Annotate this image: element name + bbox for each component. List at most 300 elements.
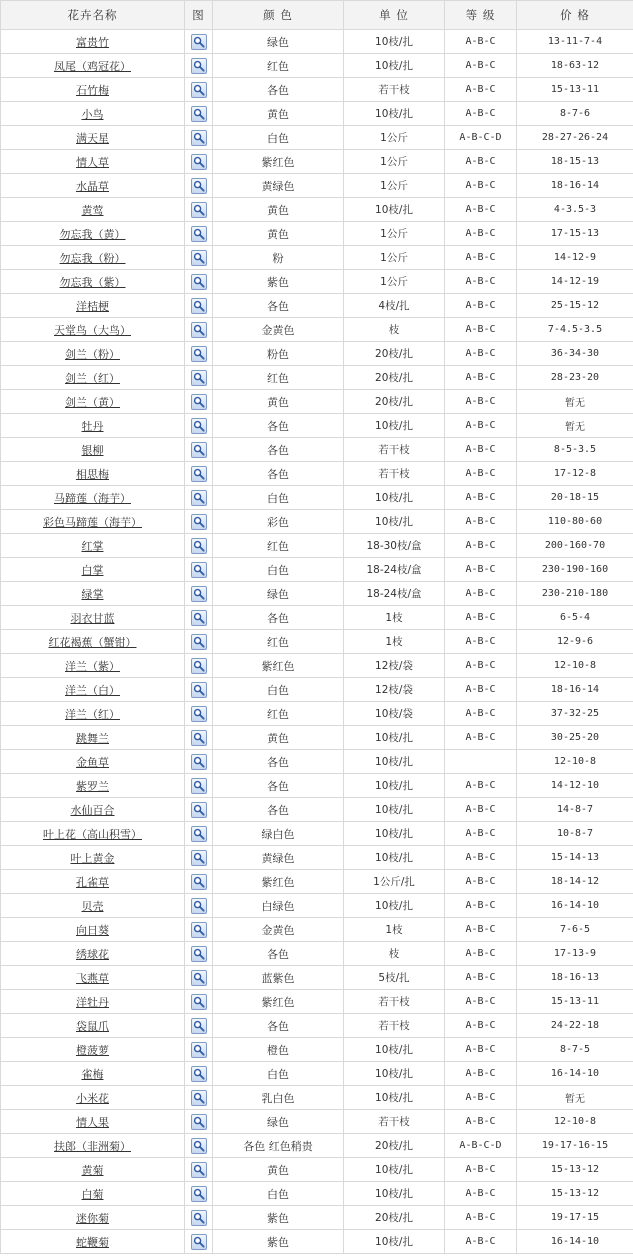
flower-name-link[interactable]: 白菊 bbox=[81, 1187, 104, 1201]
flower-name-link[interactable]: 向日葵 bbox=[76, 923, 109, 937]
table-row bbox=[1, 534, 633, 558]
magnifier-icon[interactable] bbox=[191, 898, 207, 914]
grade-cell: A-B-C bbox=[445, 678, 517, 702]
table-row bbox=[1, 1110, 633, 1134]
grade-cell: A-B-C bbox=[445, 894, 517, 918]
header-unit: 单 位 bbox=[344, 1, 445, 30]
table-row bbox=[1, 942, 633, 966]
flower-name-link[interactable]: 天堂鸟（大鸟） bbox=[54, 323, 131, 337]
grade-cell: A-B-C bbox=[445, 294, 517, 318]
flower-name-link[interactable]: 富贵竹 bbox=[76, 35, 109, 49]
price-cell: 230-190-160 bbox=[517, 558, 633, 582]
flower-name-cell bbox=[1, 798, 185, 822]
flower-name-cell bbox=[1, 510, 185, 534]
unit-cell: 10枝/扎 bbox=[344, 486, 445, 510]
flower-name-cell bbox=[1, 246, 185, 270]
price-cell: 30-25-20 bbox=[517, 726, 633, 750]
flower-name-link[interactable]: 牡丹 bbox=[81, 419, 104, 433]
grade-cell: A-B-C bbox=[445, 1158, 517, 1182]
flower-name-cell bbox=[1, 750, 185, 774]
table-row bbox=[1, 270, 633, 294]
magnifier-icon[interactable] bbox=[191, 490, 207, 506]
flower-name-link[interactable]: 剑兰（粉） bbox=[65, 347, 120, 361]
grade-cell: A-B-C bbox=[445, 1110, 517, 1134]
flower-name-link[interactable]: 水晶草 bbox=[76, 179, 109, 193]
magnifier-icon[interactable] bbox=[191, 802, 207, 818]
price-cell: 28-23-20 bbox=[517, 366, 633, 390]
grade-cell: A-B-C bbox=[445, 582, 517, 606]
flower-name-cell bbox=[1, 1062, 185, 1086]
price-cell: 暂无 bbox=[517, 1086, 633, 1110]
price-cell: 18-16-13 bbox=[517, 966, 633, 990]
flower-name-link[interactable]: 凤尾（鸡冠花） bbox=[54, 59, 131, 73]
image-cell bbox=[185, 30, 213, 54]
table-row bbox=[1, 798, 633, 822]
table-row bbox=[1, 1038, 633, 1062]
flower-name-link[interactable]: 小米花 bbox=[76, 1091, 109, 1105]
flower-name-link[interactable]: 剑兰（红） bbox=[65, 371, 120, 385]
image-cell bbox=[185, 1014, 213, 1038]
magnifier-icon[interactable] bbox=[191, 1186, 207, 1202]
flower-name-cell bbox=[1, 1182, 185, 1206]
image-cell bbox=[185, 630, 213, 654]
magnifier-icon[interactable] bbox=[191, 466, 207, 482]
flower-name-link[interactable]: 孔雀草 bbox=[76, 875, 109, 889]
flower-name-link[interactable]: 黄菊 bbox=[81, 1163, 104, 1177]
color-cell: 黄色 bbox=[213, 726, 344, 750]
flower-name-cell bbox=[1, 582, 185, 606]
flower-name-cell bbox=[1, 558, 185, 582]
table-row bbox=[1, 414, 633, 438]
price-cell: 20-18-15 bbox=[517, 486, 633, 510]
price-cell: 17-12-8 bbox=[517, 462, 633, 486]
flower-name-link[interactable]: 彩色马蹄莲（海芋） bbox=[43, 515, 142, 529]
price-cell: 10-8-7 bbox=[517, 822, 633, 846]
grade-cell: A-B-C bbox=[445, 870, 517, 894]
flower-name-link[interactable]: 叶上黄金 bbox=[70, 851, 115, 865]
flower-name-cell bbox=[1, 630, 185, 654]
magnifier-icon[interactable] bbox=[191, 994, 207, 1010]
flower-name-link[interactable]: 勿忘我（粉） bbox=[59, 251, 126, 265]
table-row bbox=[1, 606, 633, 630]
magnifier-icon[interactable] bbox=[191, 1114, 207, 1130]
price-cell: 4-3.5-3 bbox=[517, 198, 633, 222]
image-cell bbox=[185, 558, 213, 582]
magnifier-icon[interactable] bbox=[191, 514, 207, 530]
flower-name-link[interactable]: 情人果 bbox=[76, 1115, 109, 1129]
header-price: 价 格 bbox=[517, 1, 633, 30]
color-cell: 粉色 bbox=[213, 342, 344, 366]
image-cell bbox=[185, 366, 213, 390]
price-cell: 8-7-5 bbox=[517, 1038, 633, 1062]
table-row bbox=[1, 390, 633, 414]
flower-name-link[interactable]: 绿掌 bbox=[81, 587, 104, 601]
color-cell: 黄色 bbox=[213, 102, 344, 126]
magnifier-icon[interactable] bbox=[191, 778, 207, 794]
unit-cell: 1公斤 bbox=[344, 174, 445, 198]
price-cell: 15-14-13 bbox=[517, 846, 633, 870]
grade-cell: A-B-C-D bbox=[445, 126, 517, 150]
table-row bbox=[1, 774, 633, 798]
header-grade: 等 级 bbox=[445, 1, 517, 30]
grade-cell: A-B-C bbox=[445, 366, 517, 390]
table-row bbox=[1, 870, 633, 894]
magnifier-icon[interactable] bbox=[191, 106, 207, 122]
table-row bbox=[1, 1062, 633, 1086]
image-cell bbox=[185, 1038, 213, 1062]
flower-name-cell bbox=[1, 30, 185, 54]
unit-cell: 10枝/袋 bbox=[344, 702, 445, 726]
price-cell: 16-14-10 bbox=[517, 1062, 633, 1086]
price-cell: 17-15-13 bbox=[517, 222, 633, 246]
price-cell: 8-7-6 bbox=[517, 102, 633, 126]
flower-name-cell bbox=[1, 1206, 185, 1230]
flower-name-link[interactable]: 雀梅 bbox=[81, 1067, 104, 1081]
price-cell: 36-34-30 bbox=[517, 342, 633, 366]
magnifier-icon[interactable] bbox=[191, 562, 207, 578]
magnifier-icon[interactable] bbox=[191, 1066, 207, 1082]
magnifier-icon[interactable] bbox=[191, 946, 207, 962]
table-row bbox=[1, 366, 633, 390]
table-row bbox=[1, 1206, 633, 1230]
image-cell bbox=[185, 894, 213, 918]
color-cell: 黄色 bbox=[213, 198, 344, 222]
image-cell bbox=[185, 1206, 213, 1230]
flower-name-link[interactable]: 扶郎（非洲菊） bbox=[54, 1139, 131, 1153]
color-cell: 白色 bbox=[213, 558, 344, 582]
price-cell: 28-27-26-24 bbox=[517, 126, 633, 150]
image-cell bbox=[185, 486, 213, 510]
flower-name-link[interactable]: 满天星 bbox=[76, 131, 109, 145]
magnifier-icon[interactable] bbox=[191, 226, 207, 242]
grade-cell: A-B-C-D bbox=[445, 1134, 517, 1158]
image-cell bbox=[185, 942, 213, 966]
flower-name-link[interactable]: 蛇鞭菊 bbox=[76, 1235, 109, 1249]
grade-cell: A-B-C bbox=[445, 318, 517, 342]
color-cell: 绿色 bbox=[213, 582, 344, 606]
flower-name-cell bbox=[1, 198, 185, 222]
image-cell bbox=[185, 1158, 213, 1182]
flower-name-link[interactable]: 水仙百合 bbox=[70, 803, 115, 817]
flower-name-link[interactable]: 勿忘我（黄） bbox=[59, 227, 126, 241]
unit-cell: 10枝/扎 bbox=[344, 30, 445, 54]
color-cell: 黄色 bbox=[213, 390, 344, 414]
table-row bbox=[1, 1158, 633, 1182]
image-cell bbox=[185, 198, 213, 222]
flower-name-cell bbox=[1, 222, 185, 246]
color-cell: 彩色 bbox=[213, 510, 344, 534]
image-cell bbox=[185, 846, 213, 870]
image-cell bbox=[185, 654, 213, 678]
color-cell: 红色 bbox=[213, 366, 344, 390]
flower-name-cell bbox=[1, 774, 185, 798]
magnifier-icon[interactable] bbox=[191, 178, 207, 194]
price-cell: 6-5-4 bbox=[517, 606, 633, 630]
image-cell bbox=[185, 750, 213, 774]
flower-name-link[interactable]: 石竹梅 bbox=[76, 83, 109, 97]
flower-name-link[interactable]: 贝壳 bbox=[81, 899, 104, 913]
price-cell: 12-10-8 bbox=[517, 750, 633, 774]
unit-cell: 枝 bbox=[344, 318, 445, 342]
price-cell: 16-14-10 bbox=[517, 894, 633, 918]
color-cell: 各色 bbox=[213, 462, 344, 486]
magnifier-icon[interactable] bbox=[191, 442, 207, 458]
flower-name-link[interactable]: 红花褐蕉（蟹钳） bbox=[48, 635, 137, 649]
image-cell bbox=[185, 606, 213, 630]
unit-cell: 12枝/袋 bbox=[344, 678, 445, 702]
unit-cell: 10枝/扎 bbox=[344, 414, 445, 438]
image-cell bbox=[185, 270, 213, 294]
flower-name-link[interactable]: 洋兰（白） bbox=[65, 683, 120, 697]
magnifier-icon[interactable] bbox=[191, 34, 207, 50]
flower-name-cell bbox=[1, 606, 185, 630]
unit-cell: 枝 bbox=[344, 942, 445, 966]
unit-cell: 1枝 bbox=[344, 630, 445, 654]
magnifier-icon[interactable] bbox=[191, 706, 207, 722]
unit-cell: 10枝/扎 bbox=[344, 1158, 445, 1182]
unit-cell: 10枝/扎 bbox=[344, 894, 445, 918]
flower-name-cell bbox=[1, 174, 185, 198]
price-cell: 15-13-12 bbox=[517, 1182, 633, 1206]
grade-cell: A-B-C bbox=[445, 390, 517, 414]
grade-cell: A-B-C bbox=[445, 630, 517, 654]
grade-cell: A-B-C bbox=[445, 774, 517, 798]
grade-cell: A-B-C bbox=[445, 990, 517, 1014]
flower-name-link[interactable]: 相思梅 bbox=[76, 467, 109, 481]
table-row bbox=[1, 54, 633, 78]
flower-name-cell bbox=[1, 270, 185, 294]
image-cell bbox=[185, 126, 213, 150]
flower-name-link[interactable]: 羽衣甘蓝 bbox=[70, 611, 115, 625]
table-body bbox=[1, 30, 633, 1254]
color-cell: 各色 bbox=[213, 606, 344, 630]
flower-name-link[interactable]: 银柳 bbox=[81, 443, 104, 457]
table-row bbox=[1, 30, 633, 54]
unit-cell: 1公斤 bbox=[344, 126, 445, 150]
grade-cell: A-B-C bbox=[445, 558, 517, 582]
image-cell bbox=[185, 870, 213, 894]
image-cell bbox=[185, 678, 213, 702]
image-cell bbox=[185, 966, 213, 990]
header-color: 颜 色 bbox=[213, 1, 344, 30]
color-cell: 紫色 bbox=[213, 1206, 344, 1230]
magnifier-icon[interactable] bbox=[191, 826, 207, 842]
price-cell: 200-160-70 bbox=[517, 534, 633, 558]
image-cell bbox=[185, 390, 213, 414]
color-cell: 红色 bbox=[213, 702, 344, 726]
flower-name-cell bbox=[1, 966, 185, 990]
flower-name-link[interactable]: 洋兰（紫） bbox=[65, 659, 120, 673]
flower-name-link[interactable]: 白掌 bbox=[81, 563, 104, 577]
magnifier-icon[interactable] bbox=[191, 634, 207, 650]
magnifier-icon[interactable] bbox=[191, 1138, 207, 1154]
unit-cell: 10枝/扎 bbox=[344, 54, 445, 78]
flower-name-link[interactable]: 绣球花 bbox=[76, 947, 109, 961]
magnifier-icon[interactable] bbox=[191, 1090, 207, 1106]
unit-cell: 1枝 bbox=[344, 918, 445, 942]
magnifier-icon[interactable] bbox=[191, 730, 207, 746]
price-cell: 18-14-12 bbox=[517, 870, 633, 894]
unit-cell: 10枝/扎 bbox=[344, 774, 445, 798]
magnifier-icon[interactable] bbox=[191, 1042, 207, 1058]
magnifier-icon[interactable] bbox=[191, 754, 207, 770]
table-row bbox=[1, 126, 633, 150]
flower-name-link[interactable]: 橙菠萝 bbox=[76, 1043, 109, 1057]
flower-name-link[interactable]: 袋鼠爪 bbox=[76, 1019, 109, 1033]
unit-cell: 10枝/扎 bbox=[344, 1230, 445, 1254]
table-row bbox=[1, 582, 633, 606]
flower-name-link[interactable]: 洋兰（红） bbox=[65, 707, 120, 721]
flower-name-link[interactable]: 红掌 bbox=[81, 539, 104, 553]
flower-name-cell bbox=[1, 846, 185, 870]
flower-name-link[interactable]: 剑兰（黄） bbox=[65, 395, 120, 409]
flower-name-link[interactable]: 黄莺 bbox=[81, 203, 104, 217]
grade-cell: A-B-C bbox=[445, 342, 517, 366]
flower-name-cell bbox=[1, 342, 185, 366]
image-cell bbox=[185, 798, 213, 822]
flower-name-link[interactable]: 情人草 bbox=[76, 155, 109, 169]
flower-name-cell bbox=[1, 1158, 185, 1182]
magnifier-icon[interactable] bbox=[191, 370, 207, 386]
table-row bbox=[1, 918, 633, 942]
color-cell: 黄色 bbox=[213, 1158, 344, 1182]
unit-cell: 1公斤/扎 bbox=[344, 870, 445, 894]
flower-name-link[interactable]: 洋桔梗 bbox=[76, 299, 109, 313]
flower-name-cell bbox=[1, 918, 185, 942]
magnifier-icon[interactable] bbox=[191, 418, 207, 434]
unit-cell: 1公斤 bbox=[344, 270, 445, 294]
table-row bbox=[1, 1230, 633, 1254]
flower-name-link[interactable]: 洋牡丹 bbox=[76, 995, 109, 1009]
magnifier-icon[interactable] bbox=[191, 682, 207, 698]
price-cell: 15-13-11 bbox=[517, 990, 633, 1014]
unit-cell: 10枝/扎 bbox=[344, 1062, 445, 1086]
magnifier-icon[interactable] bbox=[191, 298, 207, 314]
grade-cell: A-B-C bbox=[445, 510, 517, 534]
table-row bbox=[1, 678, 633, 702]
flower-name-link[interactable]: 马蹄莲（海芋） bbox=[54, 491, 131, 505]
image-cell bbox=[185, 822, 213, 846]
price-cell: 12-10-8 bbox=[517, 1110, 633, 1134]
grade-cell: A-B-C bbox=[445, 1062, 517, 1086]
magnifier-icon[interactable] bbox=[191, 250, 207, 266]
unit-cell: 若干枝 bbox=[344, 462, 445, 486]
color-cell: 白色 bbox=[213, 486, 344, 510]
color-cell: 各色 bbox=[213, 774, 344, 798]
price-cell: 18-63-12 bbox=[517, 54, 633, 78]
flower-name-link[interactable]: 飞燕草 bbox=[76, 971, 109, 985]
flower-name-link[interactable]: 跳舞兰 bbox=[76, 731, 109, 745]
color-cell: 各色 bbox=[213, 942, 344, 966]
flower-name-cell bbox=[1, 462, 185, 486]
magnifier-icon[interactable] bbox=[191, 82, 207, 98]
magnifier-icon[interactable] bbox=[191, 1234, 207, 1250]
magnifier-icon[interactable] bbox=[191, 322, 207, 338]
magnifier-icon[interactable] bbox=[191, 538, 207, 554]
flower-name-link[interactable]: 小鸟 bbox=[81, 107, 104, 121]
image-cell bbox=[185, 438, 213, 462]
flower-name-link[interactable]: 勿忘我（紫） bbox=[59, 275, 126, 289]
grade-cell: A-B-C bbox=[445, 702, 517, 726]
table-row bbox=[1, 702, 633, 726]
magnifier-icon[interactable] bbox=[191, 850, 207, 866]
unit-cell: 1公斤 bbox=[344, 246, 445, 270]
header-image: 图 bbox=[185, 1, 213, 30]
color-cell: 紫色 bbox=[213, 270, 344, 294]
price-cell: 12-10-8 bbox=[517, 654, 633, 678]
unit-cell: 10枝/扎 bbox=[344, 1182, 445, 1206]
magnifier-icon[interactable] bbox=[191, 130, 207, 146]
image-cell bbox=[185, 990, 213, 1014]
magnifier-icon[interactable] bbox=[191, 1210, 207, 1226]
magnifier-icon[interactable] bbox=[191, 154, 207, 170]
image-cell bbox=[185, 246, 213, 270]
magnifier-icon[interactable] bbox=[191, 922, 207, 938]
unit-cell: 10枝/扎 bbox=[344, 750, 445, 774]
unit-cell: 10枝/扎 bbox=[344, 1086, 445, 1110]
magnifier-icon[interactable] bbox=[191, 610, 207, 626]
price-cell: 14-12-10 bbox=[517, 774, 633, 798]
table-row bbox=[1, 630, 633, 654]
table-row bbox=[1, 990, 633, 1014]
unit-cell: 18-30枝/盒 bbox=[344, 534, 445, 558]
grade-cell: A-B-C bbox=[445, 222, 517, 246]
flower-name-cell bbox=[1, 102, 185, 126]
image-cell bbox=[185, 702, 213, 726]
magnifier-icon[interactable] bbox=[191, 274, 207, 290]
unit-cell: 10枝/扎 bbox=[344, 198, 445, 222]
grade-cell: A-B-C bbox=[445, 1038, 517, 1062]
magnifier-icon[interactable] bbox=[191, 1018, 207, 1034]
flower-name-cell bbox=[1, 702, 185, 726]
price-cell: 13-11-7-4 bbox=[517, 30, 633, 54]
flower-name-link[interactable]: 紫罗兰 bbox=[76, 779, 109, 793]
magnifier-icon[interactable] bbox=[191, 586, 207, 602]
flower-name-link[interactable]: 叶上花（高山积雪） bbox=[43, 827, 142, 841]
magnifier-icon[interactable] bbox=[191, 394, 207, 410]
unit-cell: 10枝/扎 bbox=[344, 102, 445, 126]
magnifier-icon[interactable] bbox=[191, 658, 207, 674]
image-cell bbox=[185, 1062, 213, 1086]
unit-cell: 若干枝 bbox=[344, 1110, 445, 1134]
magnifier-icon[interactable] bbox=[191, 58, 207, 74]
table-row bbox=[1, 558, 633, 582]
magnifier-icon[interactable] bbox=[191, 346, 207, 362]
grade-cell: A-B-C bbox=[445, 726, 517, 750]
flower-name-cell bbox=[1, 942, 185, 966]
image-cell bbox=[185, 294, 213, 318]
flower-name-cell bbox=[1, 1038, 185, 1062]
table-row bbox=[1, 510, 633, 534]
table-row bbox=[1, 654, 633, 678]
magnifier-icon[interactable] bbox=[191, 202, 207, 218]
magnifier-icon[interactable] bbox=[191, 1162, 207, 1178]
image-cell bbox=[185, 222, 213, 246]
magnifier-icon[interactable] bbox=[191, 874, 207, 890]
image-cell bbox=[185, 174, 213, 198]
header-name: 花卉名称 bbox=[1, 1, 185, 30]
grade-cell: A-B-C bbox=[445, 822, 517, 846]
magnifier-icon[interactable] bbox=[191, 970, 207, 986]
grade-cell: A-B-C bbox=[445, 462, 517, 486]
table-header-row bbox=[1, 1, 633, 30]
table-row bbox=[1, 342, 633, 366]
price-cell: 230-210-180 bbox=[517, 582, 633, 606]
flower-name-cell bbox=[1, 678, 185, 702]
flower-name-link[interactable]: 迷你菊 bbox=[76, 1211, 109, 1225]
flower-name-link[interactable]: 金鱼草 bbox=[76, 755, 109, 769]
grade-cell: A-B-C bbox=[445, 438, 517, 462]
